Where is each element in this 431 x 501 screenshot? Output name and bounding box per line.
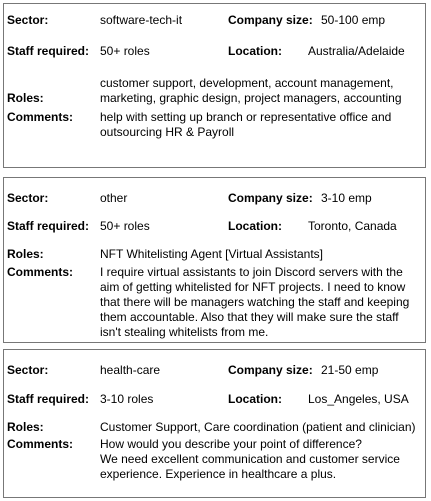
company-size-label: Company size: bbox=[228, 191, 313, 205]
staff-required-value: 3-10 roles bbox=[100, 392, 154, 406]
sector-value: health-care bbox=[100, 363, 161, 377]
sector-value: software-tech-it bbox=[100, 13, 183, 27]
sector-label: Sector: bbox=[7, 191, 49, 205]
listing-card bbox=[3, 349, 426, 498]
comments-value: I require virtual assistants to join Discord servers with the aim of getting whitelisted for NFT projects. I need to know that there will be managers watching the staff and keeping them accountable. Also that they will make sure the staff isn't stealing whitelists from me. bbox=[100, 265, 410, 339]
company-size-value: 50-100 emp bbox=[321, 13, 386, 27]
comments-value: How would you describe your point of difference? We need excellent communication and customer service experience. Experience in healthcare a plus. bbox=[100, 437, 400, 481]
comments-label: Comments: bbox=[7, 437, 74, 451]
staff-required-label: Staff required: bbox=[7, 219, 90, 233]
staff-required-label: Staff required: bbox=[7, 392, 90, 406]
comments-label: Comments: bbox=[7, 110, 74, 124]
roles-label: Roles: bbox=[7, 420, 44, 434]
staff-required-value: 50+ roles bbox=[100, 44, 150, 58]
sector-label: Sector: bbox=[7, 363, 49, 377]
location-value: Australia/Adelaide bbox=[308, 44, 405, 58]
sector-value: other bbox=[100, 191, 128, 205]
location-label: Location: bbox=[228, 44, 282, 58]
roles-value: customer support, development, account management, marketing, graphic design, project managers, accounting bbox=[100, 76, 402, 105]
sector-label: Sector: bbox=[7, 13, 49, 27]
comments-label: Comments: bbox=[7, 265, 74, 279]
roles-label: Roles: bbox=[7, 247, 44, 261]
staff-required-label: Staff required: bbox=[7, 44, 90, 58]
roles-value: Customer Support, Care coordination (patient and clinician) bbox=[100, 420, 416, 434]
company-size-label: Company size: bbox=[228, 13, 313, 27]
listing-card bbox=[3, 177, 426, 343]
company-size-label: Company size: bbox=[228, 363, 313, 377]
listing-card bbox=[3, 3, 426, 168]
location-label: Location: bbox=[228, 219, 282, 233]
roles-value: NFT Whitelisting Agent [Virtual Assistants] bbox=[100, 247, 323, 261]
location-value: Toronto, Canada bbox=[308, 219, 397, 233]
roles-label: Roles: bbox=[7, 91, 44, 105]
company-size-value: 3-10 emp bbox=[321, 191, 372, 205]
staff-required-value: 50+ roles bbox=[100, 219, 150, 233]
location-label: Location: bbox=[228, 392, 282, 406]
comments-value: help with setting up branch or representative office and outsourcing HR & Payroll bbox=[100, 110, 392, 139]
company-size-value: 21-50 emp bbox=[321, 363, 379, 377]
location-value: Los_Angeles, USA bbox=[308, 392, 409, 406]
